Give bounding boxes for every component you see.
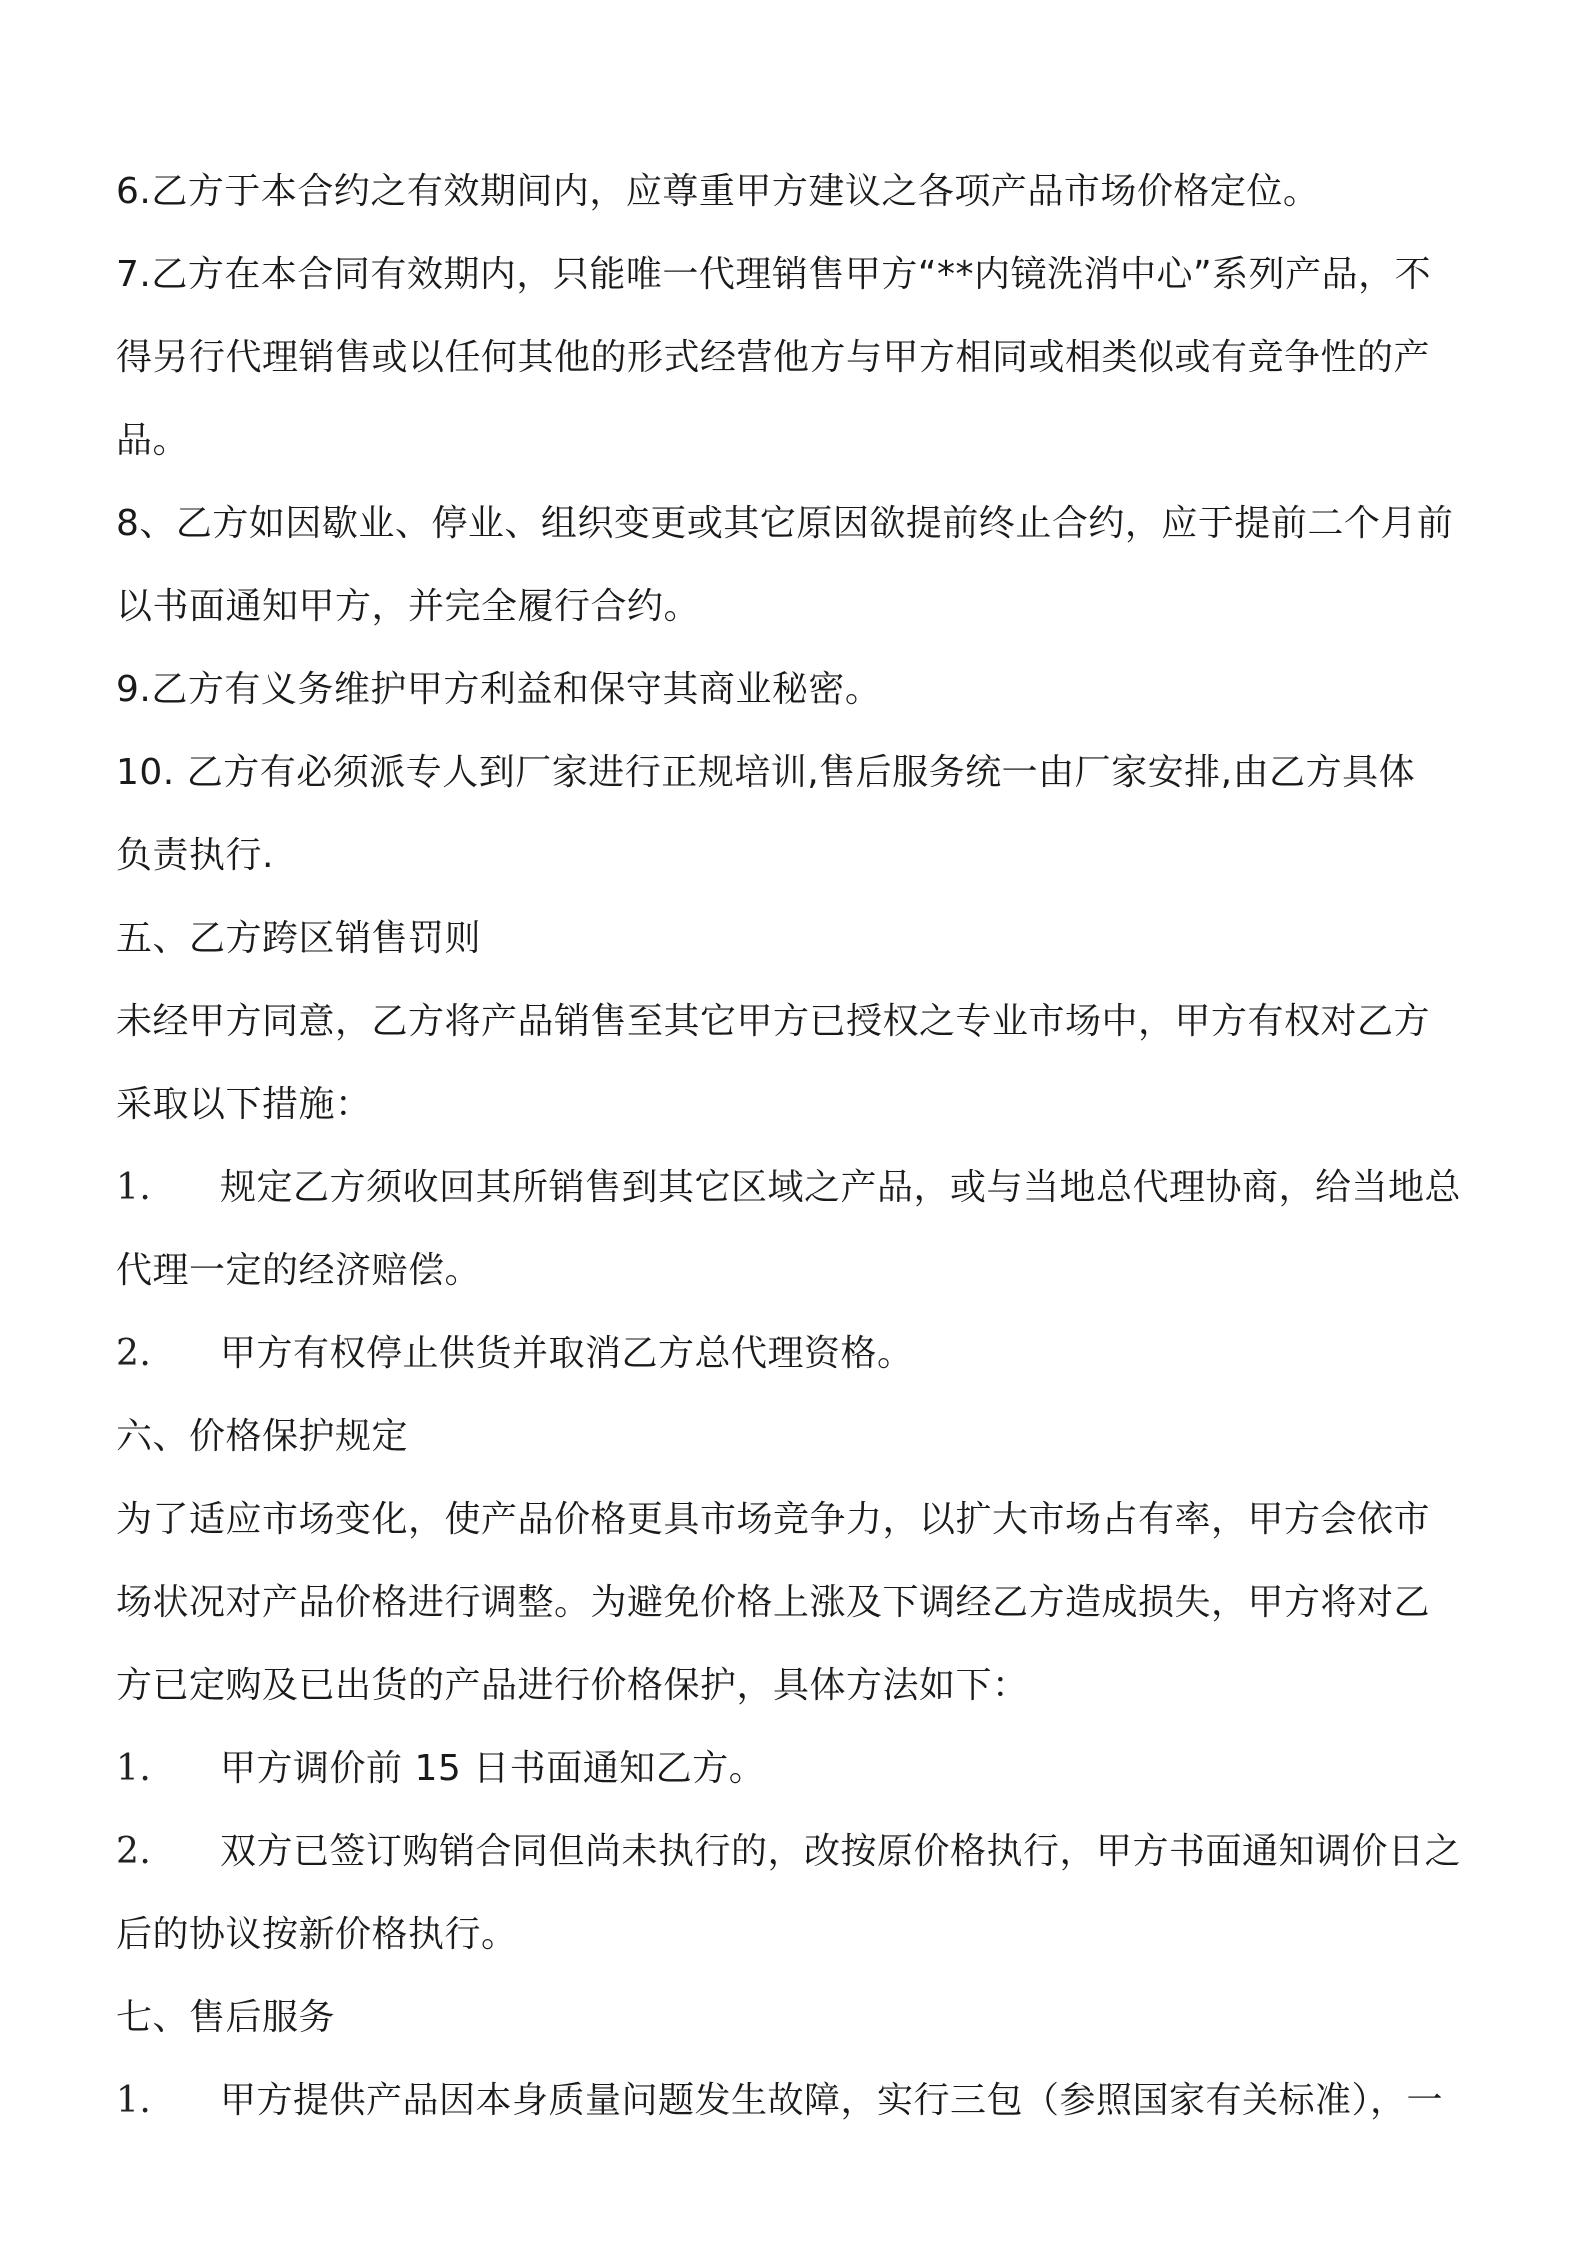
clause-10-line-2: 负责执行.	[116, 835, 274, 876]
item-text: 双方已签订购销合同但尚未执行的，改按原价格执行，甲方书面通知调价日之	[220, 1831, 1462, 1872]
clause-6: 6.乙方于本合约之有效期间内，应尊重甲方建议之各项产品市场价格定位。	[116, 171, 1320, 212]
item-text: 甲方调价前 15 日书面通知乙方。	[220, 1748, 766, 1789]
clause-9: 9.乙方有义务维护甲方利益和保守其商业秘密。	[116, 669, 882, 710]
clause-8-line-1: 8、乙方如因歇业、停业、组织变更或其它原因欲提前终止合约，应于提前二个月前	[116, 503, 1454, 544]
clause-7-line-2: 得另行代理销售或以任何其他的形式经营他方与甲方相同或相类似或有竞争性的产	[116, 337, 1431, 378]
section-6-para-line-1: 为了适应市场变化，使产品价格更具市场竞争力，以扩大市场占有率，甲方会依市	[116, 1499, 1431, 1540]
item-number: 2.	[116, 1831, 152, 1872]
section-7-heading: 七、售后服务	[116, 1997, 336, 2038]
item-number: 2.	[116, 1333, 152, 1374]
section-5-item-1-cont: 代理一定的经济赔偿。	[116, 1250, 482, 1291]
section-5-heading: 五、乙方跨区销售罚则	[116, 918, 482, 959]
section-6-para-line-2: 场状况对产品价格进行调整。为避免价格上涨及下调经乙方造成损失，甲方将对乙	[116, 1582, 1431, 1623]
item-text: 甲方提供产品因本身质量问题发生故障，实行三包（参照国家有关标准），一	[220, 2080, 1444, 2121]
section-6-item-2-cont: 后的协议按新价格执行。	[116, 1914, 518, 1955]
item-text: 甲方有权停止供货并取消乙方总代理资格。	[220, 1333, 914, 1374]
section-5-item-1	[116, 1146, 1474, 1229]
item-number: 1.	[116, 1748, 152, 1789]
clause-10-line-1: 10. 乙方有必须派专人到厂家进行正规培训,售后服务统一由厂家安排,由乙方具体	[116, 752, 1416, 793]
item-text: 规定乙方须收回其所销售到其它区域之产品，或与当地总代理协商，给当地总	[220, 1167, 1462, 1208]
item-number: 1.	[116, 2080, 152, 2121]
section-6-para-line-3: 方已定购及已出货的产品进行价格保护，具体方法如下：	[116, 1665, 1029, 1706]
clause-7-line-1: 7.乙方在本合同有效期内，只能唯一代理销售甲方“**内镜洗消中心”系列产品，不	[116, 254, 1432, 295]
section-7-item-1	[116, 2059, 1474, 2142]
section-6-item-2	[116, 1810, 1474, 1893]
item-number: 1.	[116, 1167, 152, 1208]
clause-8-line-2: 以书面通知甲方，并完全履行合约。	[116, 586, 701, 627]
section-6-item-1	[116, 1727, 1474, 1810]
section-5-intro-line-2: 采取以下措施：	[116, 1084, 372, 1125]
section-5-item-2	[116, 1312, 1474, 1395]
section-5-intro-line-1: 未经甲方同意，乙方将产品销售至其它甲方已授权之专业市场中，甲方有权对乙方	[116, 1001, 1431, 1042]
section-6-heading: 六、价格保护规定	[116, 1416, 409, 1457]
clause-7-line-3: 品。	[116, 420, 190, 461]
